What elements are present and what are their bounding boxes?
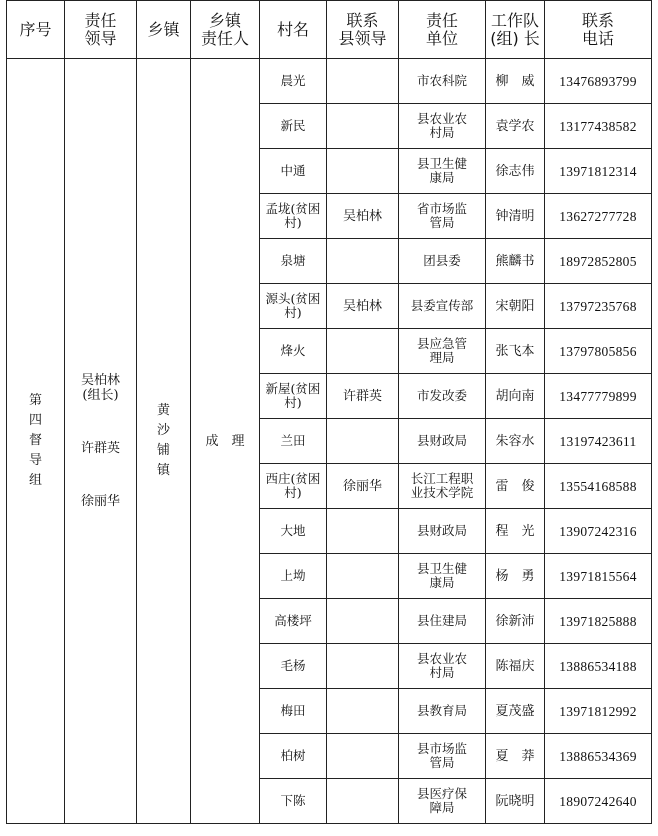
cell-county-leader: 许群英 [327, 374, 399, 419]
cell-county-leader [327, 329, 399, 374]
header-county-leader: 联系 县领导 [327, 1, 399, 59]
cell-team-leader: 钟清明 [486, 194, 545, 239]
header-seq: 序号 [7, 1, 65, 59]
cell-unit: 团县委 [399, 239, 486, 284]
cell-village: 孟垅(贫困 村) [260, 194, 327, 239]
cell-team-leader: 杨 勇 [486, 554, 545, 599]
cell-phone: 13907242316 [545, 509, 652, 554]
cell-phone: 18907242640 [545, 779, 652, 824]
cell-village: 新民 [260, 104, 327, 149]
cell-village: 新屋(贫困 村) [260, 374, 327, 419]
cell-team-leader: 柳 威 [486, 59, 545, 104]
cell-team-leader: 胡向南 [486, 374, 545, 419]
cell-unit: 市发改委 [399, 374, 486, 419]
cell-county-leader: 吴柏林 [327, 194, 399, 239]
header-township-person: 乡镇 责任人 [191, 1, 260, 59]
cell-unit: 县住建局 [399, 599, 486, 644]
cell-phone: 13476893799 [545, 59, 652, 104]
table-row [7, 59, 652, 104]
cell-team-leader: 徐新沛 [486, 599, 545, 644]
cell-county-leader: 吴柏林 [327, 284, 399, 329]
cell-phone: 13971812992 [545, 689, 652, 734]
cell-county-leader [327, 599, 399, 644]
cell-county-leader [327, 644, 399, 689]
cell-county-leader [327, 734, 399, 779]
cell-unit: 县教育局 [399, 689, 486, 734]
cell-team-leader: 宋朝阳 [486, 284, 545, 329]
cell-village: 源头(贫困 村) [260, 284, 327, 329]
cell-county-leader [327, 689, 399, 734]
cell-team-leader: 雷 俊 [486, 464, 545, 509]
header-phone: 联系 电话 [545, 1, 652, 59]
cell-village: 泉塘 [260, 239, 327, 284]
group-seq: 第四督导组 [7, 59, 65, 824]
header-unit: 责任 单位 [399, 1, 486, 59]
group-township-person: 成 理 [191, 59, 260, 824]
cell-unit: 县财政局 [399, 419, 486, 464]
cell-village: 上坳 [260, 554, 327, 599]
cell-team-leader: 陈福庆 [486, 644, 545, 689]
cell-phone: 13627277728 [545, 194, 652, 239]
cell-county-leader [327, 149, 399, 194]
group-leader-1: 吴柏林 (组长) [80, 373, 120, 403]
cell-phone: 13971825888 [545, 599, 652, 644]
cell-phone: 13797805856 [545, 329, 652, 374]
cell-unit: 县农业农 村局 [399, 104, 486, 149]
group-leaders [65, 59, 137, 824]
cell-team-leader: 徐志伟 [486, 149, 545, 194]
header-township: 乡镇 [137, 1, 191, 59]
cell-phone: 13797235768 [545, 284, 652, 329]
cell-village: 柏树 [260, 734, 327, 779]
cell-unit: 县农业农 村局 [399, 644, 486, 689]
cell-village: 梅田 [260, 689, 327, 734]
cell-team-leader: 张飞本 [486, 329, 545, 374]
cell-unit: 市农科院 [399, 59, 486, 104]
cell-unit: 县财政局 [399, 509, 486, 554]
cell-unit: 县应急管 理局 [399, 329, 486, 374]
cell-county-leader [327, 239, 399, 284]
cell-phone: 13971815564 [545, 554, 652, 599]
cell-phone: 18972852805 [545, 239, 652, 284]
group-township: 黄沙铺镇 [137, 59, 191, 824]
cell-unit: 县卫生健 康局 [399, 149, 486, 194]
cell-village: 晨光 [260, 59, 327, 104]
cell-phone: 13886534369 [545, 734, 652, 779]
cell-team-leader: 夏茂盛 [486, 689, 545, 734]
cell-village: 烽火 [260, 329, 327, 374]
cell-unit: 县卫生健 康局 [399, 554, 486, 599]
cell-county-leader [327, 554, 399, 599]
header-team-leader: 工作队 (组) 长 [486, 1, 545, 59]
cell-team-leader: 朱容水 [486, 419, 545, 464]
supervision-table [6, 0, 652, 824]
cell-village: 西庄(贫困 村) [260, 464, 327, 509]
cell-county-leader [327, 419, 399, 464]
cell-team-leader: 夏 莽 [486, 734, 545, 779]
cell-phone: 13554168588 [545, 464, 652, 509]
cell-unit: 省市场监 管局 [399, 194, 486, 239]
cell-county-leader [327, 59, 399, 104]
cell-phone: 13177438582 [545, 104, 652, 149]
cell-village: 大地 [260, 509, 327, 554]
cell-village: 兰田 [260, 419, 327, 464]
cell-village: 下陈 [260, 779, 327, 824]
header-leader: 责任 领导 [65, 1, 137, 59]
cell-village: 中通 [260, 149, 327, 194]
cell-phone: 13197423611 [545, 419, 652, 464]
group-leader-2: 许群英 [80, 441, 120, 456]
cell-team-leader: 阮晓明 [486, 779, 545, 824]
cell-village: 毛杨 [260, 644, 327, 689]
cell-unit: 县医疗保 障局 [399, 779, 486, 824]
cell-team-leader: 袁学农 [486, 104, 545, 149]
header-village: 村名 [260, 1, 327, 59]
cell-county-leader [327, 509, 399, 554]
cell-county-leader [327, 104, 399, 149]
cell-unit: 县委宣传部 [399, 284, 486, 329]
cell-unit: 县市场监 管局 [399, 734, 486, 779]
cell-county-leader [327, 779, 399, 824]
cell-phone: 13886534188 [545, 644, 652, 689]
cell-village: 高楼坪 [260, 599, 327, 644]
cell-unit: 长江工程职 业技术学院 [399, 464, 486, 509]
cell-team-leader: 程 光 [486, 509, 545, 554]
cell-team-leader: 熊麟书 [486, 239, 545, 284]
group-leader-3: 徐丽华 [80, 494, 120, 509]
header-row [7, 1, 652, 59]
cell-county-leader: 徐丽华 [327, 464, 399, 509]
cell-phone: 13477779899 [545, 374, 652, 419]
cell-phone: 13971812314 [545, 149, 652, 194]
